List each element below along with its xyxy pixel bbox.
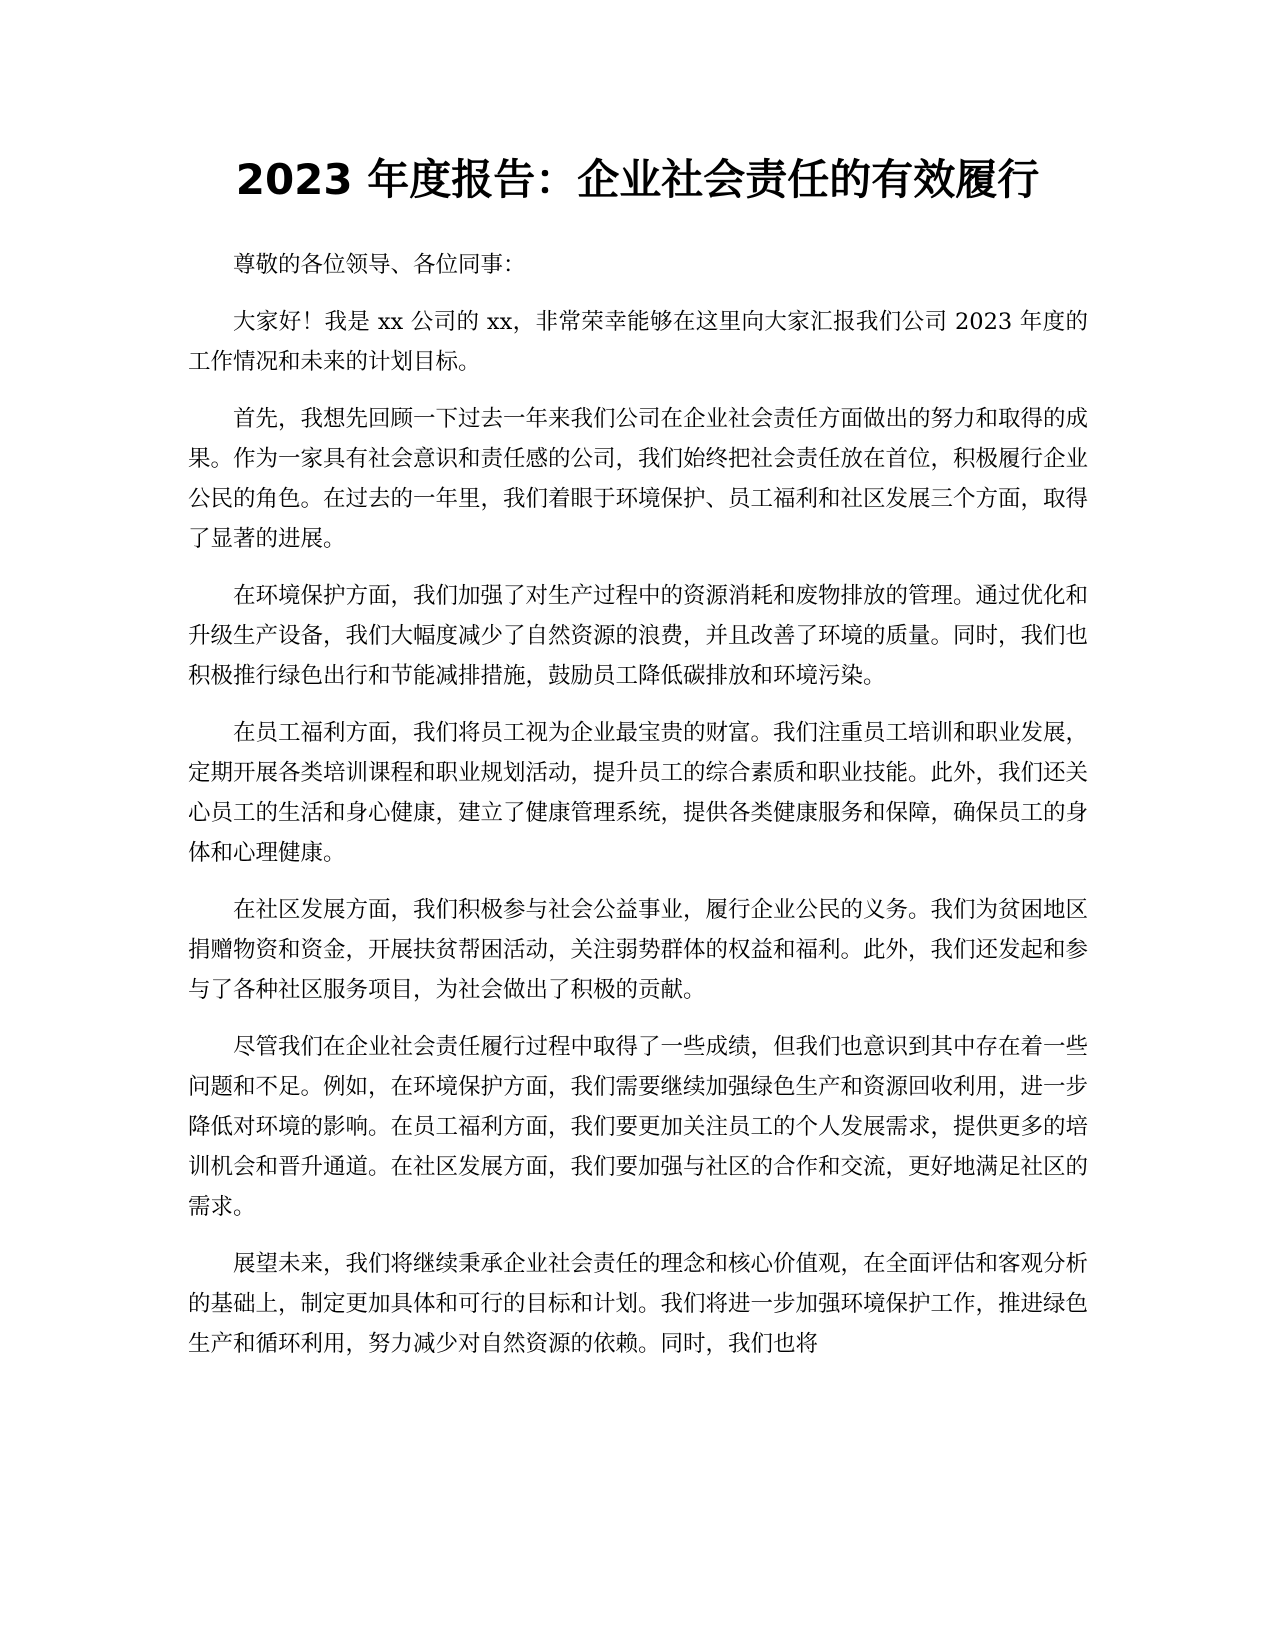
- document-title: 2023 年度报告：企业社会责任的有效履行: [235, 155, 1040, 204]
- paragraph-salutation: 尊敬的各位领导、各位同事：: [233, 252, 526, 278]
- paragraph: 尽管我们在企业社会责任履行过程中取得了一些成绩，但我们也意识到其中存在着一些问题和不足。例如，在环境保护方面，我们需要继续加强绿色生产和资源回收利用，进一步降低对环境的影响。在员工福利方面，我们要更加关注员工的个人发展需求，提供更多的培训机会和晋升通道。在社区发展方面，我们要加强与社区的合作和交流，更好地满足社区的需求。: [188, 1034, 1089, 1220]
- paragraph: 展望未来，我们将继续秉承企业社会责任的理念和核心价值观，在全面评估和客观分析的基础上，制定更加具体和可行的目标和计划。我们将进一步加强环境保护工作，推进绿色生产和循环利用，努力减少对自然资源的依赖。同时，我们也将: [188, 1251, 1089, 1357]
- paragraph: 在员工福利方面，我们将员工视为企业最宝贵的财富。我们注重员工培训和职业发展，定期开展各类培训课程和职业规划活动，提升员工的综合素质和职业技能。此外，我们还关心员工的生活和身心健康，建立了健康管理系统，提供各类健康服务和保障，确保员工的身体和心理健康。: [188, 720, 1089, 866]
- paragraph: 在社区发展方面，我们积极参与社会公益事业，履行企业公民的义务。我们为贫困地区捐赠物资和资金，开展扶贫帮困活动，关注弱势群体的权益和福利。此外，我们还发起和参与了各种社区服务项目，为社会做出了积极的贡献。: [188, 897, 1089, 1003]
- paragraph: 首先，我想先回顾一下过去一年来我们公司在企业社会责任方面做出的努力和取得的成果。作为一家具有社会意识和责任感的公司，我们始终把社会责任放在首位，积极履行企业公民的角色。在过去的一年里，我们着眼于环境保护、员工福利和社区发展三个方面，取得了显著的进展。: [188, 406, 1089, 552]
- paragraph: 大家好！我是 xx 公司的 xx，非常荣幸能够在这里向大家汇报我们公司 2023 年度的工作情况和未来的计划目标。: [188, 309, 1088, 375]
- paragraph: 在环境保护方面，我们加强了对生产过程中的资源消耗和废物排放的管理。通过优化和升级生产设备，我们大幅度减少了自然资源的浪费，并且改善了环境的质量。同时，我们也积极推行绿色出行和节能减排措施，鼓励员工降低碳排放和环境污染。: [188, 583, 1089, 689]
- document-body: [188, 245, 1088, 1381]
